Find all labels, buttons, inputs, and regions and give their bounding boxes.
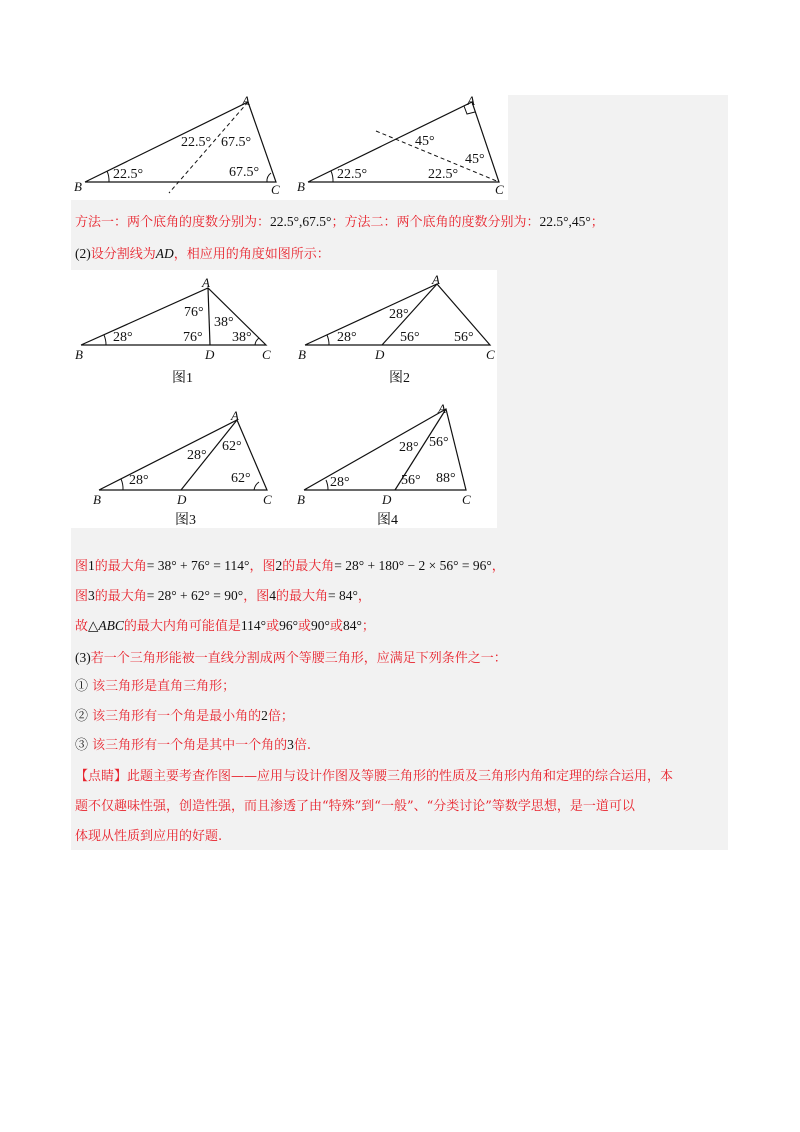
- calc-line-2: 图3的最大角= 28° + 62° = 90°，图4的最大角= 84°，: [75, 588, 371, 604]
- angle-label: 28°: [399, 440, 419, 455]
- angle-label: 45°: [465, 152, 485, 167]
- point-b: B: [297, 492, 305, 507]
- circled-number: ①: [75, 679, 89, 694]
- angle-label: 88°: [436, 471, 456, 486]
- method1-value: 22.5°,67.5°: [270, 214, 332, 229]
- condition-2: ② 该三角形有一个角是最小角的2倍；: [75, 708, 294, 724]
- caption-fig2: 图2: [389, 371, 410, 386]
- point-a-left: A: [242, 95, 250, 108]
- caption-fig3: 图3: [175, 513, 196, 528]
- point-b: B: [75, 347, 83, 362]
- angle-label: 45°: [415, 134, 435, 149]
- angle-label: 22.5°: [113, 167, 144, 182]
- condition-1: ① 该三角形是直角三角形；: [75, 679, 236, 694]
- point-a: A: [438, 401, 446, 416]
- equation: = 28° + 180° − 2 × 56° = 96°: [334, 558, 492, 573]
- angle-label: 28°: [330, 475, 350, 490]
- point-a: A: [231, 408, 239, 423]
- equation: = 28° + 62° = 90°: [146, 588, 244, 603]
- point-c: C: [462, 492, 471, 507]
- caption-fig1: 图1: [172, 371, 193, 386]
- angle-label: 67.5°: [221, 135, 252, 150]
- part3-head: (3)若一个三角形能被一直线分割成两个等腰三角形，应满足下列条件之一：: [75, 650, 507, 666]
- point-c-right: C: [495, 182, 504, 197]
- angle-label: 28°: [129, 473, 149, 488]
- angle-label: 56°: [454, 330, 474, 345]
- angle-label: 38°: [232, 330, 252, 345]
- figure-4: [297, 401, 471, 528]
- figure-3: [93, 408, 272, 528]
- point-b: B: [93, 492, 101, 507]
- figure-1: [75, 275, 271, 386]
- point-a: A: [432, 272, 440, 287]
- point-d: D: [177, 492, 187, 507]
- angle-label: 28°: [113, 330, 133, 345]
- angle-label: 28°: [337, 330, 357, 345]
- angle-label: 67.5°: [229, 165, 260, 180]
- point-d: D: [205, 347, 215, 362]
- triangle-left: [74, 95, 280, 197]
- figure-top-triangles: [71, 95, 508, 200]
- angle-label: 56°: [429, 435, 449, 450]
- angle-label: 22.5°: [337, 167, 368, 182]
- point-d: D: [382, 492, 392, 507]
- point-c: C: [486, 347, 495, 362]
- point-c: C: [262, 347, 271, 362]
- point-c: C: [263, 492, 272, 507]
- point-b-left: B: [74, 179, 82, 194]
- angle-label: 38°: [214, 315, 234, 330]
- caption-fig4: 图4: [377, 513, 398, 528]
- angle-label: 28°: [187, 448, 207, 463]
- angle-label: 22.5°: [428, 167, 459, 182]
- method2-value: 22.5°,45°: [539, 214, 591, 229]
- angle-label: 56°: [400, 330, 420, 345]
- angle-label: 56°: [401, 473, 421, 488]
- point-b: B: [298, 347, 306, 362]
- comment-paragraph: 【点睛】此题主要考查作图——应用与设计作图及等腰三角形的性质及三角形内角和定理的综合运用，本 题不仅趣味性强，创造性强，而且渗透了由“特殊”到“一般”、“分类讨论”等数学思想，是一道可以 体现从性质到应用的好题.: [75, 769, 674, 844]
- part2-line: (2)设分割线为AD，相应用的角度如图所示：: [75, 246, 330, 262]
- angle-label: 76°: [184, 305, 204, 320]
- point-c-left: C: [271, 182, 280, 197]
- calc-line-3: 故△ABC的最大内角可能值是114°或96°或90°或84°；: [75, 618, 375, 634]
- figure-four-cases: [71, 270, 497, 528]
- figure-2: [298, 272, 495, 386]
- angle-label: 62°: [231, 471, 251, 486]
- circled-number: ②: [75, 709, 89, 724]
- point-d: D: [375, 347, 385, 362]
- angle-label: 28°: [389, 307, 409, 322]
- calc-line-1: 图1的最大角= 38° + 76° = 114°，图2的最大角= 28° + 180° − 2 × 56° = 96°，: [75, 558, 505, 574]
- comment-tag: 【点睛】: [75, 769, 128, 784]
- circled-number: ③: [75, 738, 89, 753]
- angle-label: 76°: [183, 330, 203, 345]
- angle-label: 62°: [222, 439, 242, 454]
- point-b-right: B: [297, 179, 305, 194]
- condition-3: ③ 该三角形有一个角是其中一个角的3倍.: [75, 737, 312, 753]
- equation: = 84°: [327, 588, 358, 603]
- angle-label: 22.5°: [181, 135, 212, 150]
- point-a: A: [202, 275, 210, 290]
- method-line: 方法一：两个底角的度数分别为：22.5°,67.5°；方法二：两个底角的度数分别为：22.5°,45°；: [75, 214, 604, 230]
- point-a-right: A: [467, 95, 475, 108]
- equation: = 38° + 76° = 114°: [146, 558, 250, 573]
- triangle-right: [297, 95, 504, 197]
